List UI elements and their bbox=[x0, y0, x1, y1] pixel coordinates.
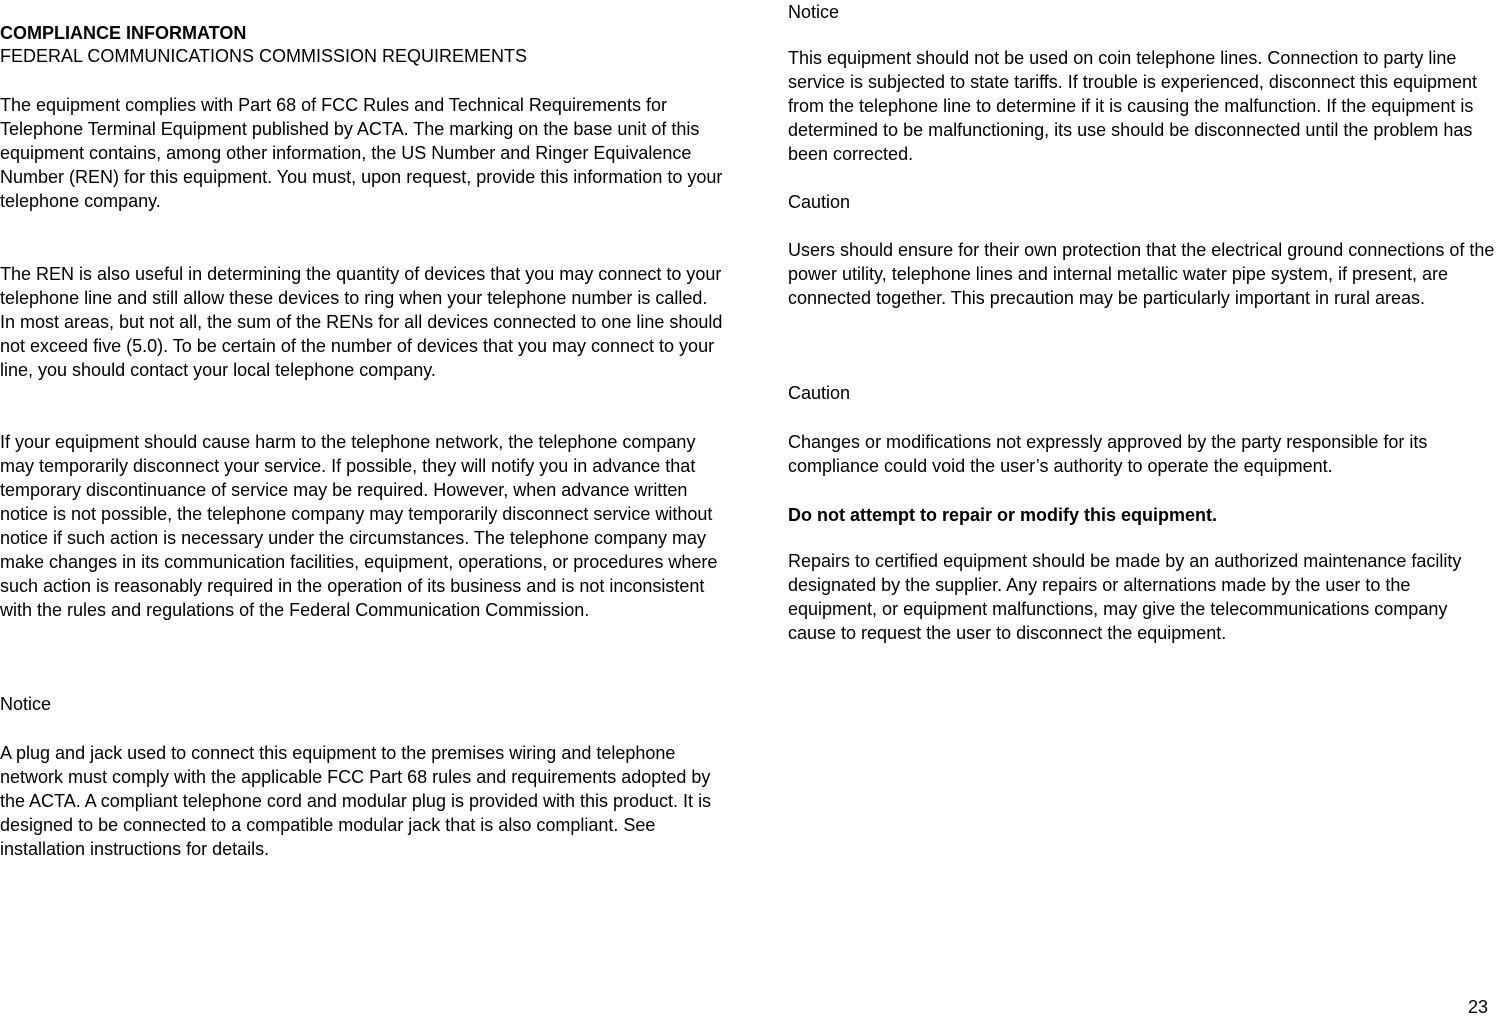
page-title: COMPLIANCE INFORMATON bbox=[0, 23, 247, 43]
network-harm-paragraph: If your equipment should cause harm to the telephone network, the telephone company may temporarily disconnect your service. If possible, they will notify you in advance that temporary discontinuance of service may be required. However, when advance written notice is not possible, the telephone company may temporarily disconnect service without notice if such action is necessary under the circumstances. The telephone company may make changes in its communication facilities, equipment, operations, or procedures where such action is reasonably required in the operation of its business and is not inconsistent with the rules and regulations of the Federal Communication Commission. bbox=[0, 432, 718, 620]
ground-connection-paragraph: Users should ensure for their own protection that the electrical ground connections of the power utility, telephone lines and internal metallic water pipe system, if present, are connected together. This precaution may be particularly important in rural areas. bbox=[788, 240, 1495, 308]
notice-heading: Notice bbox=[0, 694, 52, 714]
section-subtitle: FEDERAL COMMUNICATIONS COMMISSION REQUIREMENTS bbox=[0, 46, 528, 66]
repairs-paragraph: Repairs to certified equipment should be made by an authorized maintenance facility designated by the supplier. Any repairs or alternations made by the user to the equipment, or equipment malfunctions, may give the telecommunications company cause to request the user to disconnect the equipment. bbox=[788, 551, 1462, 643]
modifications-paragraph: Changes or modifications not expressly approved by the party responsible for its compliance could void the user’s authority to operate the equipment. bbox=[788, 432, 1428, 476]
fcc-compliance-paragraph: The equipment complies with Part 68 of FCC Rules and Technical Requirements for Telephone Terminal Equipment published by ACTA. The marking on the base unit of this equipment contains, among other information, the US Number and Ringer Equivalence Number (REN) for this equipment. You must, upon request, provide this information to your telephone company. bbox=[0, 95, 723, 211]
caution-heading: Caution bbox=[788, 192, 851, 212]
coin-line-paragraph: This equipment should not be used on coin telephone lines. Connection to party line service is subjected to state tariffs. If trouble is experienced, disconnect this equipment from the telephone line to determine if it is causing the malfunction. If the equipment is determined to be malfunctioning, its use should be disconnected until the problem has been corrected. bbox=[788, 48, 1478, 164]
ren-paragraph: The REN is also useful in determining the quantity of devices that you may connect to your telephone line and still allow these devices to ring when your telephone number is called. In most areas, but not all, the sum of the RENs for all devices connected to one line should not exceed five (5.0). To be certain of the number of devices that you may connect to your line, you should contact your local telephone company. bbox=[0, 264, 723, 380]
notice-heading: Notice bbox=[788, 2, 840, 22]
repair-warning: Do not attempt to repair or modify this equipment. bbox=[788, 505, 1218, 525]
plug-jack-paragraph: A plug and jack used to connect this equipment to the premises wiring and telephone network must comply with the applicable FCC Part 68 rules and requirements adopted by the ACTA. A compliant telephone cord and modular plug is provided with this product. It is designed to be connected to a compatible modular jack that is also compliant. See installation instructions for details. bbox=[0, 743, 712, 859]
page-number: 23 bbox=[1467, 997, 1488, 1017]
caution-heading: Caution bbox=[788, 383, 851, 403]
